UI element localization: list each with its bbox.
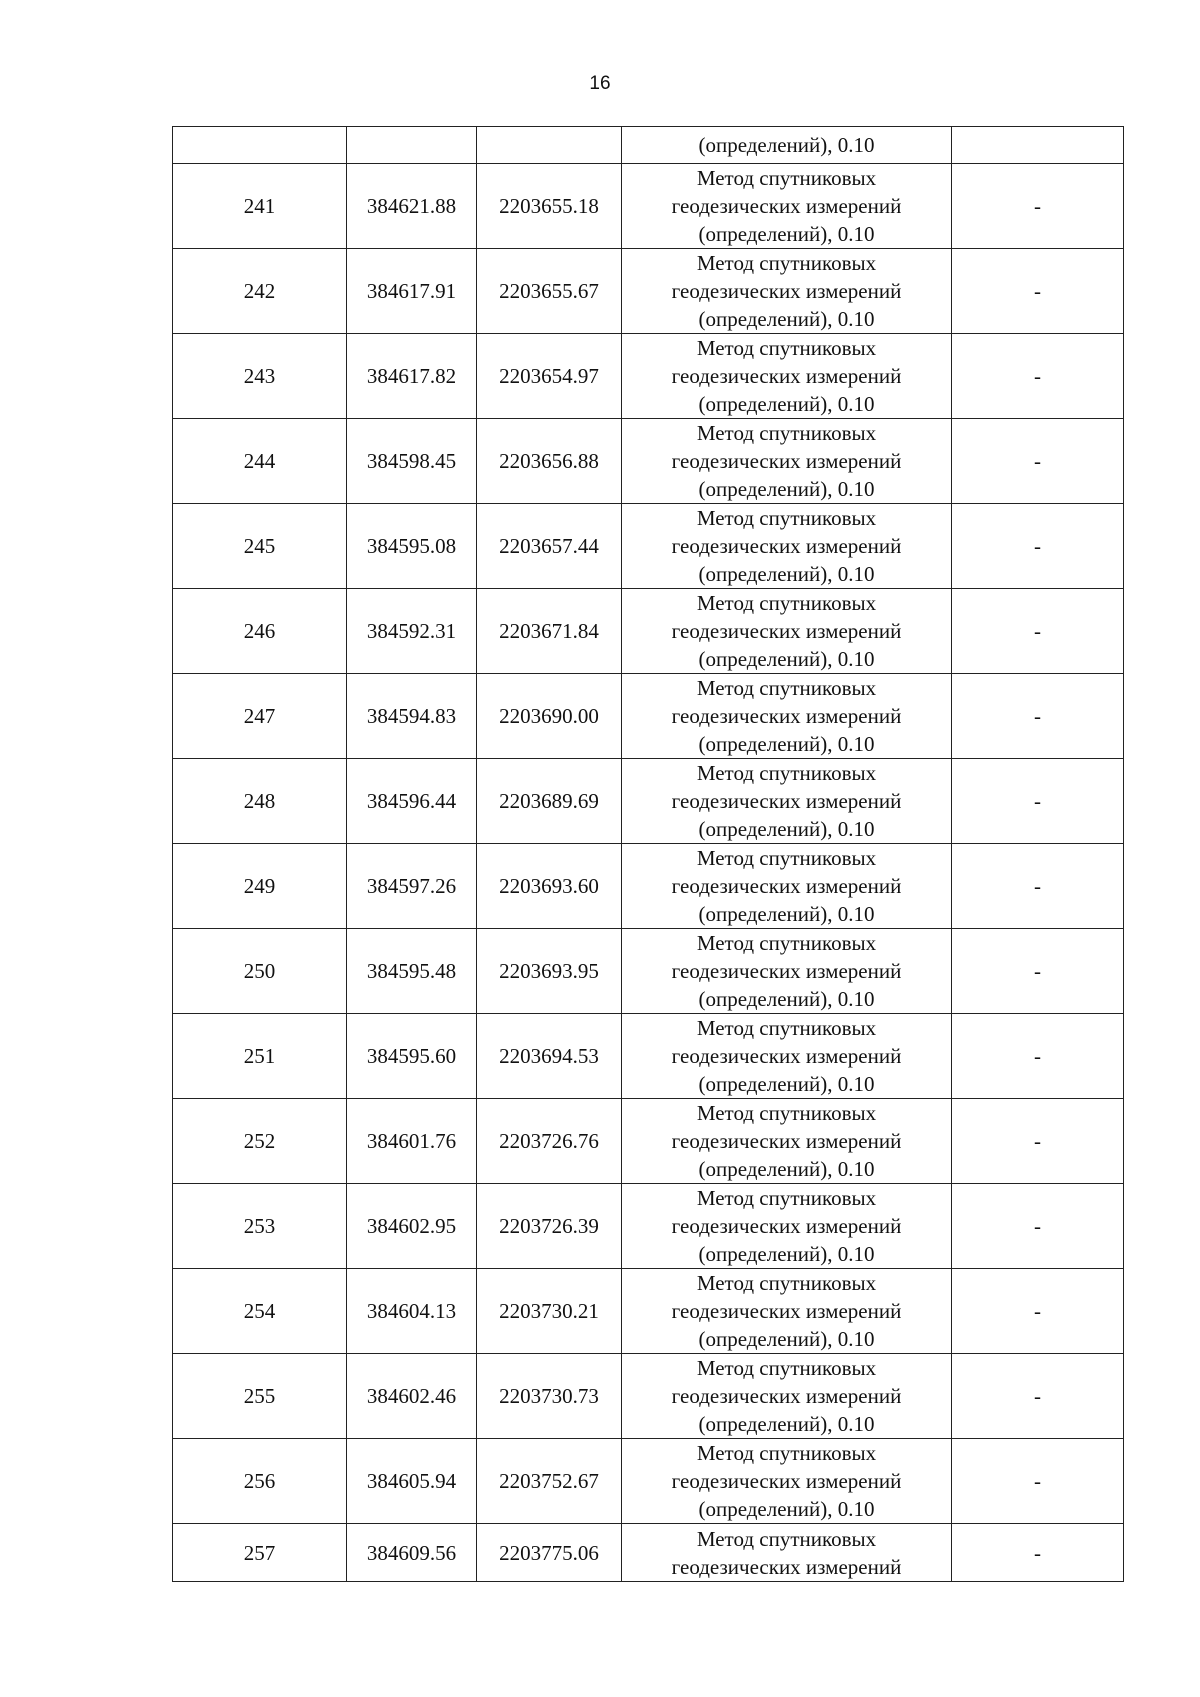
point-number-cell: 251: [173, 1014, 347, 1099]
note-cell: -: [952, 249, 1124, 334]
note-cell: -: [952, 1099, 1124, 1184]
method-line: геодезических измерений: [671, 959, 902, 983]
point-number-cell: 252: [173, 1099, 347, 1184]
note-cell: -: [952, 504, 1124, 589]
y-coordinate-cell: 2203655.67: [477, 249, 622, 334]
y-coordinate-cell: 2203693.95: [477, 929, 622, 1014]
x-coordinate-cell: 384602.46: [347, 1354, 477, 1439]
method-line: геодезических измерений: [671, 279, 902, 303]
method-line: Метод спутниковых: [696, 591, 877, 615]
table-row-continuation: [173, 127, 1124, 164]
method-cell: [622, 249, 952, 334]
method-line: Метод спутниковых: [696, 1526, 877, 1551]
method-line: (определений), 0.10: [698, 817, 875, 841]
y-coordinate-cell: 2203654.97: [477, 334, 622, 419]
method-line: (определений), 0.10: [698, 647, 875, 671]
method-cell: [622, 1184, 952, 1269]
x-coordinate-cell: 384595.60: [347, 1014, 477, 1099]
table-row: [173, 589, 1124, 674]
method-cell: [622, 127, 952, 164]
method-line: геодезических измерений: [671, 194, 902, 218]
method-cell: [622, 844, 952, 929]
method-line: (определений), 0.10: [698, 1327, 875, 1351]
table-row: [173, 249, 1124, 334]
method-line: Метод спутниковых: [696, 336, 877, 360]
method-line: Метод спутниковых: [696, 166, 877, 190]
note-cell: -: [952, 844, 1124, 929]
x-coordinate-cell: 384596.44: [347, 759, 477, 844]
method-line: Метод спутниковых: [696, 676, 877, 700]
method-line: Метод спутниковых: [696, 1271, 877, 1295]
method-line: (определений), 0.10: [698, 1412, 875, 1436]
y-coordinate-cell: 2203730.21: [477, 1269, 622, 1354]
method-cell: [622, 589, 952, 674]
x-coordinate-cell: [347, 127, 477, 164]
method-line: Метод спутниковых: [696, 1441, 877, 1465]
method-line: Метод спутниковых: [696, 251, 877, 275]
method-cell: [622, 759, 952, 844]
method-line: геодезических измерений: [671, 789, 902, 813]
y-coordinate-cell: 2203726.76: [477, 1099, 622, 1184]
method-line: Метод спутниковых: [696, 846, 877, 870]
x-coordinate-cell: 384621.88: [347, 164, 477, 249]
method-line: геодезических измерений: [671, 619, 902, 643]
y-coordinate-cell: 2203726.39: [477, 1184, 622, 1269]
method-cell: [622, 1269, 952, 1354]
method-line: (определений), 0.10: [698, 1242, 875, 1266]
method-line: геодезических измерений: [671, 1299, 902, 1323]
method-cell: [622, 504, 952, 589]
method-cell: [622, 1354, 952, 1439]
method-line: геодезических измерений: [671, 364, 902, 388]
method-line: (определений), 0.10: [698, 902, 875, 926]
note-cell: -: [952, 1014, 1124, 1099]
method-line: Метод спутниковых: [696, 931, 877, 955]
method-line: (определений), 0.10: [698, 732, 875, 756]
y-coordinate-cell: 2203693.60: [477, 844, 622, 929]
method-line: Метод спутниковых: [696, 421, 877, 445]
note-cell: -: [952, 1354, 1124, 1439]
method-line: геодезических измерений: [671, 1214, 902, 1238]
point-number-cell: 246: [173, 589, 347, 674]
method-line: Метод спутниковых: [696, 1101, 877, 1125]
y-coordinate-cell: 2203730.73: [477, 1354, 622, 1439]
x-coordinate-cell: 384617.82: [347, 334, 477, 419]
method-line: (определений), 0.10: [698, 987, 875, 1011]
note-cell: -: [952, 1439, 1124, 1524]
point-number-cell: 243: [173, 334, 347, 419]
method-line: геодезических измерений: [671, 1044, 902, 1068]
y-coordinate-cell: 2203689.69: [477, 759, 622, 844]
x-coordinate-cell: 384597.26: [347, 844, 477, 929]
point-number-cell: 245: [173, 504, 347, 589]
method-cell: [622, 1099, 952, 1184]
note-cell: [952, 127, 1124, 164]
x-coordinate-cell: 384605.94: [347, 1439, 477, 1524]
method-cell: [622, 674, 952, 759]
table-row: [173, 844, 1124, 929]
method-cell: [622, 334, 952, 419]
method-line: Метод спутниковых: [696, 761, 877, 785]
coordinates-table: [172, 126, 1124, 1582]
table-row: [173, 504, 1124, 589]
method-line: геодезических измерений: [671, 1469, 902, 1493]
coordinates-table-body: [173, 127, 1124, 1582]
table-row: [173, 1439, 1124, 1524]
note-cell: -: [952, 1184, 1124, 1269]
point-number-cell: [173, 127, 347, 164]
x-coordinate-cell: 384594.83: [347, 674, 477, 759]
method-line: геодезических измерений: [671, 1554, 902, 1579]
method-cell: [622, 1524, 952, 1582]
note-cell: -: [952, 1269, 1124, 1354]
method-line: геодезических измерений: [671, 874, 902, 898]
method-line: (определений), 0.10: [698, 1072, 875, 1096]
x-coordinate-cell: 384602.95: [347, 1184, 477, 1269]
point-number-cell: 249: [173, 844, 347, 929]
method-cell: [622, 929, 952, 1014]
table-row: [173, 419, 1124, 504]
table-row: [173, 1269, 1124, 1354]
method-line: геодезических измерений: [671, 449, 902, 473]
x-coordinate-cell: 384617.91: [347, 249, 477, 334]
point-number-cell: 242: [173, 249, 347, 334]
table-row: [173, 1354, 1124, 1439]
method-line: геодезических измерений: [671, 1129, 902, 1153]
method-line: (определений), 0.10: [698, 477, 875, 501]
table-row: [173, 1184, 1124, 1269]
point-number-cell: 250: [173, 929, 347, 1014]
method-line: (определений), 0.10: [698, 222, 875, 246]
point-number-cell: 247: [173, 674, 347, 759]
table-row: [173, 164, 1124, 249]
point-number-cell: 244: [173, 419, 347, 504]
table-row: [173, 759, 1124, 844]
y-coordinate-cell: 2203775.06: [477, 1524, 622, 1582]
point-number-cell: 248: [173, 759, 347, 844]
method-cell: [622, 1439, 952, 1524]
method-cell: [622, 419, 952, 504]
table-row-last: [173, 1524, 1124, 1582]
point-number-cell: 257: [173, 1524, 347, 1582]
table-row: [173, 1014, 1124, 1099]
note-cell: -: [952, 419, 1124, 504]
method-line: (определений), 0.10: [698, 562, 875, 586]
table-row: [173, 929, 1124, 1014]
y-coordinate-cell: 2203655.18: [477, 164, 622, 249]
note-cell: -: [952, 674, 1124, 759]
x-coordinate-cell: 384595.48: [347, 929, 477, 1014]
y-coordinate-cell: 2203656.88: [477, 419, 622, 504]
method-line: геодезических измерений: [671, 704, 902, 728]
x-coordinate-cell: 384601.76: [347, 1099, 477, 1184]
method-line: геодезических измерений: [671, 1384, 902, 1408]
method-line: Метод спутниковых: [696, 1356, 877, 1380]
point-number-cell: 241: [173, 164, 347, 249]
note-cell: -: [952, 334, 1124, 419]
y-coordinate-cell: [477, 127, 622, 164]
table-row: [173, 334, 1124, 419]
method-cell: [622, 1014, 952, 1099]
method-cell: [622, 164, 952, 249]
method-line: (определений), 0.10: [698, 307, 875, 331]
point-number-cell: 254: [173, 1269, 347, 1354]
point-number-cell: 256: [173, 1439, 347, 1524]
note-cell: -: [952, 929, 1124, 1014]
table-row: [173, 674, 1124, 759]
x-coordinate-cell: 384604.13: [347, 1269, 477, 1354]
method-line: (определений), 0.10: [698, 133, 875, 157]
point-number-cell: 253: [173, 1184, 347, 1269]
method-line: Метод спутниковых: [696, 1016, 877, 1040]
method-line: (определений), 0.10: [698, 392, 875, 416]
table-row: [173, 1099, 1124, 1184]
method-line: (определений), 0.10: [698, 1497, 875, 1521]
method-line: (определений), 0.10: [698, 1157, 875, 1181]
note-cell: -: [952, 164, 1124, 249]
x-coordinate-cell: 384592.31: [347, 589, 477, 674]
note-cell: -: [952, 589, 1124, 674]
x-coordinate-cell: 384609.56: [347, 1524, 477, 1582]
y-coordinate-cell: 2203657.44: [477, 504, 622, 589]
y-coordinate-cell: 2203752.67: [477, 1439, 622, 1524]
method-line: геодезических измерений: [671, 534, 902, 558]
y-coordinate-cell: 2203671.84: [477, 589, 622, 674]
x-coordinate-cell: 384598.45: [347, 419, 477, 504]
page-number: 16: [589, 73, 611, 94]
note-cell: -: [952, 1524, 1124, 1582]
note-cell: -: [952, 759, 1124, 844]
method-line: Метод спутниковых: [696, 506, 877, 530]
method-line: Метод спутниковых: [696, 1186, 877, 1210]
y-coordinate-cell: 2203694.53: [477, 1014, 622, 1099]
y-coordinate-cell: 2203690.00: [477, 674, 622, 759]
point-number-cell: 255: [173, 1354, 347, 1439]
x-coordinate-cell: 384595.08: [347, 504, 477, 589]
